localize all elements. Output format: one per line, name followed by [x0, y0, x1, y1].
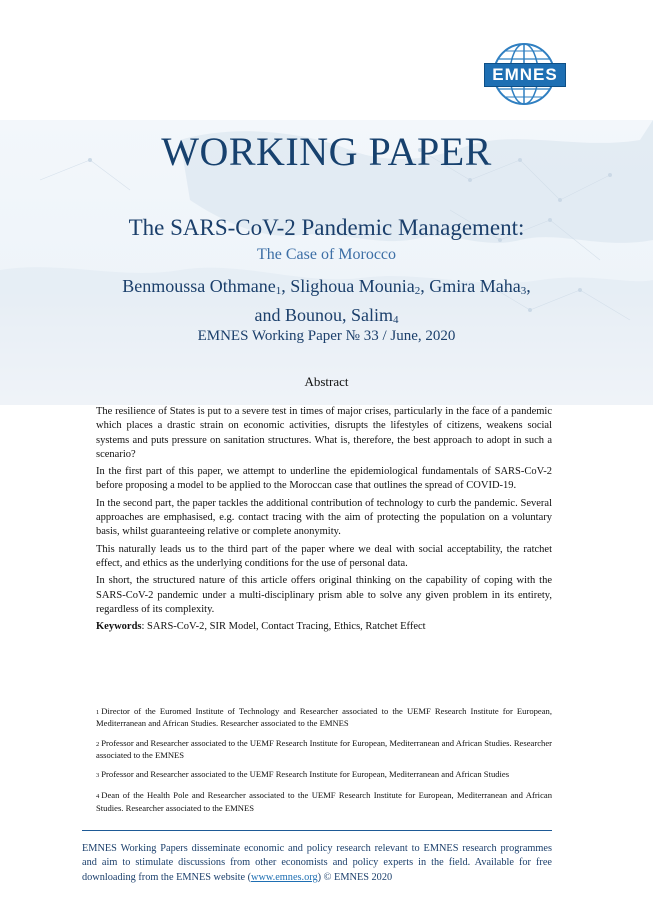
series-title: WORKING PAPER	[161, 129, 492, 174]
author-footnote-mark: 3	[520, 285, 527, 297]
keywords-label: Keywords	[96, 621, 142, 633]
footnote-text: Director of the Euromed Institute of Technology and Researcher associated to the UEMF Research Institute for European, Mediterranean and African Studies. Researcher associated to the EMNES	[96, 706, 552, 729]
emnes-website-link[interactable]: www.emnes.org	[251, 871, 318, 883]
keywords-list: : SARS-CoV-2, SIR Model, Contact Tracing, Ethics, Ratchet Effect	[141, 621, 426, 633]
footnote-text: Professor and Researcher associated to the UEMF Research Institute for European, Mediterranean and African Studies	[101, 769, 510, 780]
author-name: and Bounou, Salim	[254, 305, 393, 325]
abstract-paragraph: This naturally leads us to the third part of the paper where we deal with social acceptability, the ratchet effect, and ethics as the underlying conditions for the use of personal data.	[96, 543, 552, 569]
footnote	[96, 790, 552, 813]
author-separator: ,	[526, 276, 531, 296]
abstract-paragraph: In the second part, the paper tackles the additional contribution of technology to curb the pandemic. Several approaches are emphasised, e.g. contact tracing with the aim of protecting the population on a voluntary basis, whilst guaranteeing relative or complete anonymity.	[96, 497, 552, 538]
footer-statement	[82, 842, 552, 885]
abstract-heading: Abstract	[304, 374, 349, 389]
footer-text: EMNES Working Papers disseminate economic and policy research relevant to EMNES research programmes and aim to stimulate discussions from other economists and policy experts in the field. Available for free downloading from the EMNES website (	[82, 843, 552, 883]
footer-copyright: ) © EMNES 2020	[317, 871, 393, 883]
working-paper-number: EMNES Working Paper № 33 / June, 2020	[197, 328, 456, 344]
keywords-line	[96, 620, 552, 634]
footer-divider	[82, 830, 552, 831]
paper-subtitle: The Case of Morocco	[256, 246, 397, 263]
author-name: Gmira Maha	[429, 276, 521, 296]
footnote	[96, 769, 552, 781]
abstract-paragraph: In short, the structured nature of this article offers original thinking on the capability of coping with the SARS-CoV-2 pandemic under a multi-disciplinary prism able to solve any given problem in its entirety, regardless of its complexity.	[96, 575, 552, 615]
footnote-number: 2	[96, 740, 100, 748]
footnotes	[96, 706, 552, 822]
author-footnote-mark: 4	[393, 314, 399, 326]
abstract-paragraph: The resilience of States is put to a severe test in times of major crises, particularly in the face of a pandemic which places a drastic strain on economic activities, disrupts the lifestyles of citizens, weakens social systems and puts pressure on sanitation structures. What is, therefore, the best approach to adopt in such a scenario?	[96, 406, 552, 460]
author-name: Slighoua Mounia	[290, 276, 415, 296]
author-footnote-mark: 1	[275, 285, 282, 297]
author-list	[0, 274, 653, 332]
footnote-text: Professor and Researcher associated to the UEMF Research Institute for European, Mediterranean and African Studies. Researcher associated to the EMNES	[96, 737, 552, 760]
emnes-logo	[484, 43, 564, 105]
footnote-number: 3	[96, 772, 100, 780]
footnote-number: 4	[96, 793, 100, 801]
paper-title: The SARS-CoV-2 Pandemic Management:	[128, 215, 525, 240]
footnote	[96, 738, 552, 761]
footnote-number: 1	[96, 709, 100, 716]
abstract-body	[96, 405, 552, 634]
logo-wordmark: EMNES	[484, 63, 566, 87]
abstract-paragraph: In the first part of this paper, we attempt to underline the epidemiological fundamentals of SARS-CoV-2 before proposing a model to be applied to the Moroccan case that outlines the spread of COVID-19.	[96, 466, 552, 492]
footnote	[96, 706, 552, 729]
author-name: Benmoussa Othmane	[122, 276, 276, 296]
footnote-text: Dean of the Health Pole and Researcher associated to the UEMF Research Institute for European, Mediterranean and African Studies. Researcher associated to the EMNES	[96, 790, 552, 813]
author-separator: ,	[420, 276, 430, 296]
author-separator: ,	[281, 276, 291, 296]
author-footnote-mark: 2	[414, 285, 421, 297]
